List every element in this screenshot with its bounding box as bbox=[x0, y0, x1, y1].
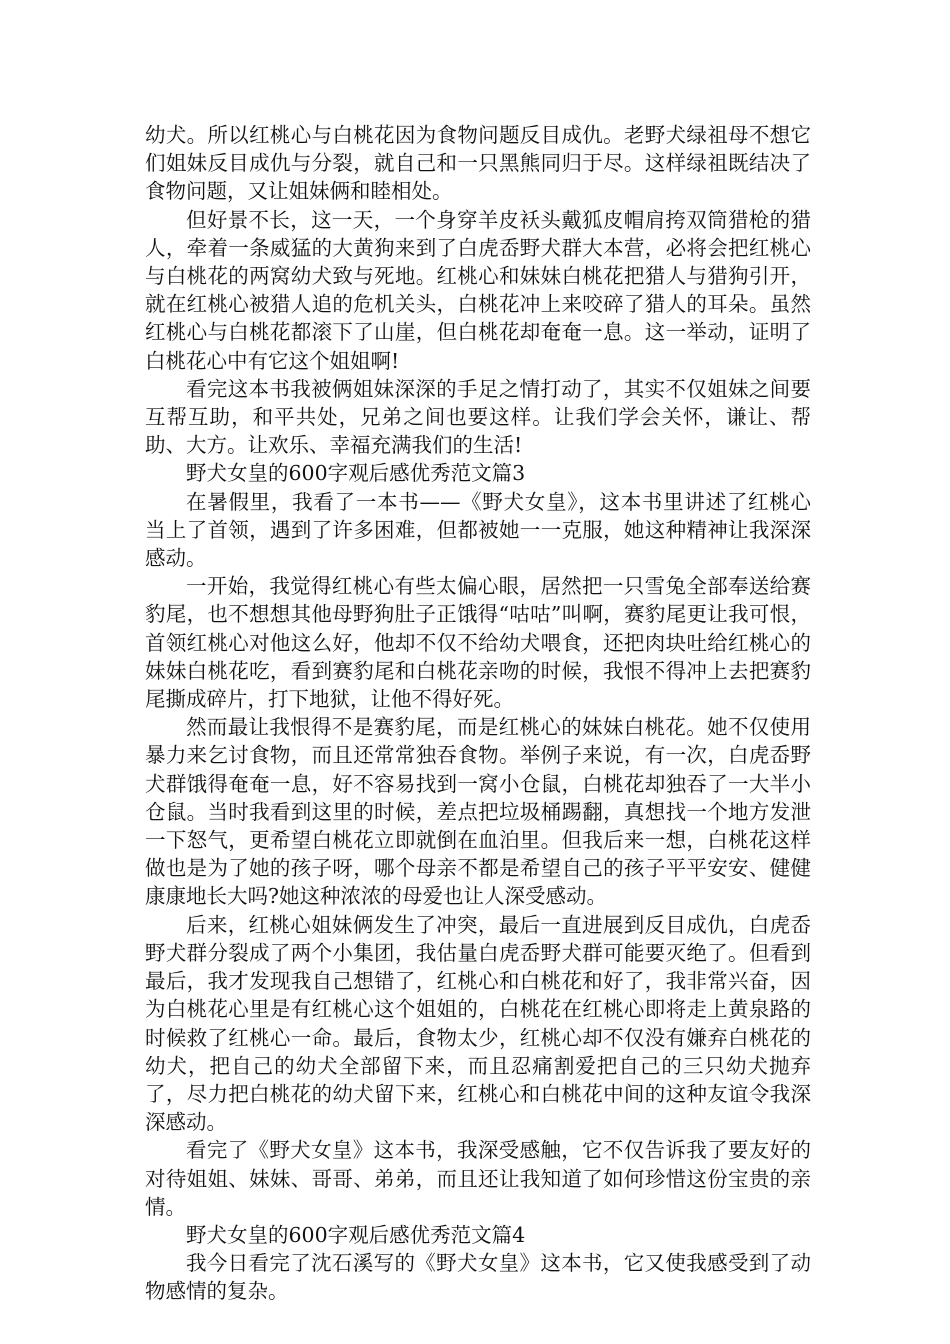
paragraph: 后来，红桃心姐妹俩发生了冲突，最后一直进展到反目成仇，白虎岙野犬群分裂成了两个小集团，我估量白虎岙野犬群可能要灭绝了。但看到最后，我才发现我自己想错了，红桃心和白桃花和好了，我非常兴奋，因为白桃花心里是有红桃心这个姐姐的，白桃花在红桃心即将走上黄泉路的时候救了红桃心一命。最后，食物太少，红桃心却不仅没有嫌弃白桃花的幼犬，把自己的幼犬全部留下来，而且忍痛割爱把自己的三只幼犬抛弃了，尽力把白桃花的幼犬留下来，红桃心和白桃花中间的这种友谊令我深深感动。 bbox=[145, 912, 811, 1135]
paragraph: 我今日看完了沈石溪写的《野犬女皇》这本书，它又使我感受到了动物感情的复杂。 bbox=[145, 1251, 811, 1304]
paragraph: 看完了《野犬女皇》这本书，我深受感触，它不仅告诉我了要友好的对待姐姐、妹妹、哥哥、弟弟，而且还让我知道了如何珍惜这份宝贵的亲情。 bbox=[145, 1138, 811, 1219]
paragraph-continuation: 幼犬。所以红桃心与白桃花因为食物问题反目成仇。老野犬绿祖母不想它们姐妹反目成仇与分裂，就自己和一只黑熊同归于尽。这样绿祖既结决了食物问题，又让姐妹俩和睦相处。 bbox=[145, 123, 811, 204]
paragraph: 然而最让我恨得不是赛豹尾，而是红桃心的妹妹白桃花。她不仅使用暴力来乞讨食物，而且还常常独吞食物。举例子来说，有一次，白虎岙野犬群饿得奄奄一息，好不容易找到一窝小仓鼠，白桃花却独吞了一大半小仓鼠。当时我看到这里的时候，差点把垃圾桶踢翻，真想找一个地方发泄一下怒气，更希望白桃花立即就倒在血泊里。但我后来一想，白桃花这样做也是为了她的孩子呀，哪个母亲不都是希望自己的孩子平平安安、健健康康地长大吗?她这种浓浓的母爱也让人深受感动。 bbox=[145, 715, 811, 909]
document-body bbox=[145, 121, 811, 1306]
paragraph: 看完这本书我被俩姐妹深深的手足之情打动了，其实不仅姐妹之间要互帮互助，和平共处，兄弟之间也要这样。让我们学会关怀，谦让、帮助、大方。让欢乐、幸福充满我们的生活! bbox=[145, 376, 811, 458]
section-heading: 野犬女皇的600字观后感优秀范文篇3 bbox=[186, 461, 526, 486]
section-heading: 野犬女皇的600字观后感优秀范文篇4 bbox=[186, 1222, 526, 1247]
paragraph: 但好景不长，这一天，一个身穿羊皮袄头戴狐皮帽肩挎双筒猎枪的猎人，牵着一条威猛的大黄狗来到了白虎岙野犬群大本营，必将会把红桃心与白桃花的两窝幼犬致与死地。红桃心和妹妹白桃花把猎人与猎狗引开，就在红桃心被猎人追的危机关头，白桃花冲上来咬碎了猎人的耳朵。虽然红桃心与白桃花都滚下了山崖，但白桃花却奄奄一息。这一举动，证明了白桃花心中有它这个姐姐啊! bbox=[145, 207, 811, 373]
paragraph: 一开始，我觉得红桃心有些太偏心眼，居然把一只雪兔全部奉送给赛豹尾，也不想想其他母野狗肚子正饿得“咕咕”叫啊，赛豹尾更让我可恨，首领红桃心对他这么好，他却不仅不给幼犬喂食，还把肉块吐给红桃心的妹妹白桃花吃，看到赛豹尾和白桃花亲吻的时候，我恨不得冲上去把赛豹尾撕成碎片，打下地狱，让他不得好死。 bbox=[145, 574, 811, 712]
paragraph: 在暑假里，我看了一本书——《野犬女皇》，这本书里讲述了红桃心当上了首领，遇到了许多困难，但都被她一一克服，她这种精神让我深深感动。 bbox=[145, 489, 811, 571]
